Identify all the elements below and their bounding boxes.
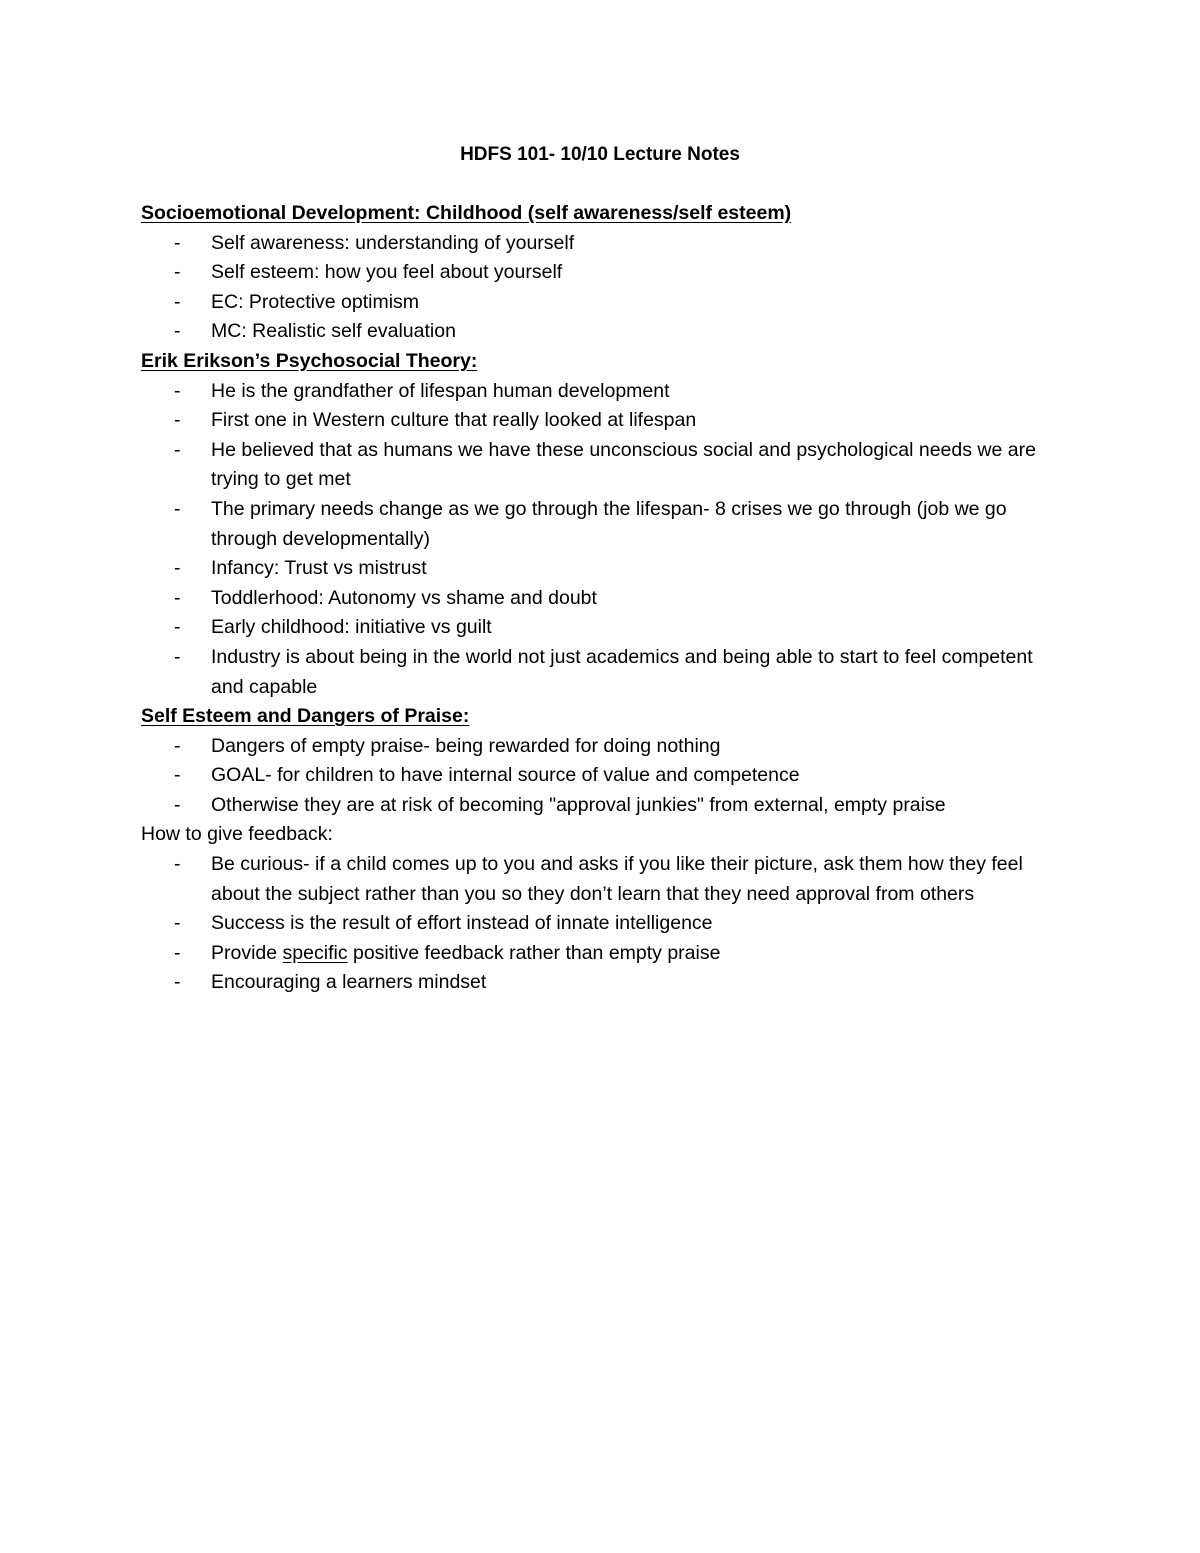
section-list-erikson [141, 377, 1061, 703]
section-heading-socioemotional: Socioemotional Development: Childhood (self awareness/self esteem) [141, 202, 792, 224]
list-item: - EC: Protective optimism [141, 288, 1061, 318]
section-list-socioemotional [141, 229, 1061, 347]
dash-bullet: - [174, 645, 181, 668]
dash-bullet: - [174, 793, 181, 816]
dash-bullet: - [174, 734, 181, 757]
dash-bullet: - [174, 409, 181, 432]
list-item: - He believed that as humans we have these unconscious social and psychological needs we are trying to get met [141, 436, 1061, 495]
list-item: - He is the grandfather of lifespan human development [141, 377, 1061, 407]
dash-bullet: - [174, 320, 181, 343]
list-item: - Encouraging a learners mindset [141, 968, 1061, 998]
dash-bullet: - [174, 616, 181, 639]
list-item: - Otherwise they are at risk of becoming "approval junkies" from external, empty praise [141, 791, 1061, 821]
dash-bullet: - [174, 231, 181, 254]
list-item: - Infancy: Trust vs mistrust [141, 554, 1061, 584]
dash-bullet: - [174, 261, 181, 284]
list-item: - Toddlerhood: Autonomy vs shame and doubt [141, 584, 1061, 614]
dash-bullet: - [174, 764, 181, 787]
list-item: - Early childhood: initiative vs guilt [141, 613, 1061, 643]
notes-body [141, 199, 1061, 998]
section-list-praise [141, 732, 1061, 821]
section-list-feedback [141, 850, 1061, 998]
subheading-feedback: How to give feedback: [141, 823, 333, 846]
section-heading-praise: Self Esteem and Dangers of Praise: [141, 705, 470, 728]
list-item: - Success is the result of effort instead of innate intelligence [141, 909, 1061, 939]
list-item: - Dangers of empty praise- being rewarded for doing nothing [141, 732, 1061, 762]
list-item: - First one in Western culture that really looked at lifespan [141, 406, 1061, 436]
list-item: - Be curious- if a child comes up to you and asks if you like their picture, ask them how they feel about the subject rather than you so they don’t learn that they need approval from others [141, 850, 1061, 909]
dash-bullet: - [174, 941, 181, 964]
dash-bullet: - [174, 586, 181, 609]
list-item: - GOAL- for children to have internal source of value and competence [141, 761, 1061, 791]
list-item: - Provide specific positive feedback rather than empty praise [141, 939, 1061, 969]
dash-bullet: - [174, 290, 181, 313]
list-item: - Industry is about being in the world not just academics and being able to start to feel competent and capable [141, 643, 1061, 702]
list-item: - Self awareness: understanding of yourself [141, 229, 1061, 259]
dash-bullet: - [174, 971, 181, 994]
dash-bullet: - [174, 912, 181, 935]
dash-bullet: - [174, 853, 181, 876]
page-title: HDFS 101- 10/10 Lecture Notes [460, 144, 740, 165]
list-item: - The primary needs change as we go through the lifespan- 8 crises we go through (job we go through developmentally) [141, 495, 1061, 554]
dash-bullet: - [174, 497, 181, 520]
dash-bullet: - [174, 379, 181, 402]
dash-bullet: - [174, 557, 181, 580]
list-item: - MC: Realistic self evaluation [141, 317, 1061, 347]
dash-bullet: - [174, 438, 181, 461]
list-item: - Self esteem: how you feel about yourself [141, 258, 1061, 288]
section-heading-erikson: Erik Erikson’s Psychosocial Theory: [141, 349, 478, 372]
underlined-word-specific: specific [282, 941, 348, 964]
